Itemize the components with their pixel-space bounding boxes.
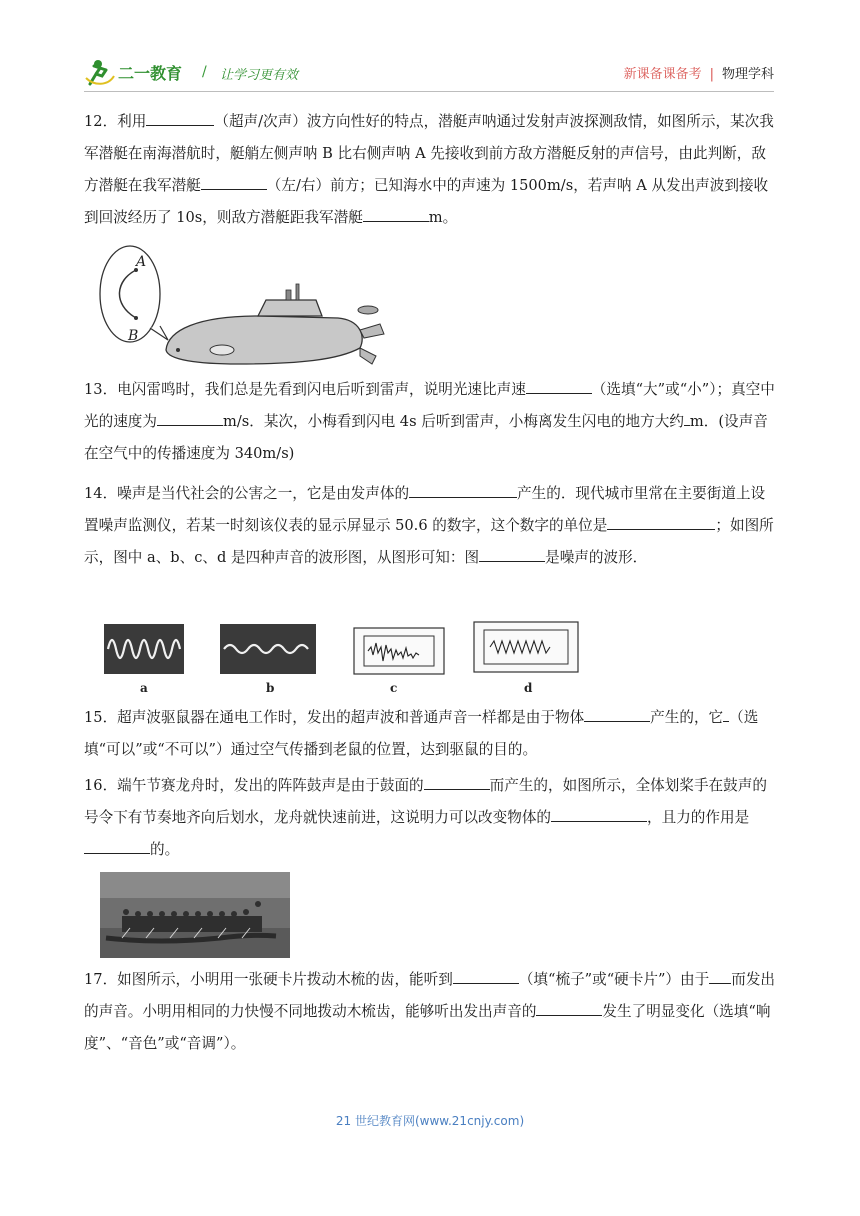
q16-text-4: 的。	[150, 841, 180, 858]
slogan-divider: /	[202, 64, 207, 80]
q12-text-3: （左/右）前方；已知海水中的声速为 1500m/s，若声呐 A 从发出声波到接收到回波经历了 10s，则敌方潜艇距我军潜艇	[84, 177, 769, 226]
q14-text-4: 是噪声的波形．	[545, 549, 648, 566]
q12-text-4: m。	[428, 209, 458, 226]
question-13	[84, 374, 776, 470]
q15-text-1: 15．超声波驱鼠器在通电工作时，发出的超声波和普通声音一样都是由于物体	[84, 709, 585, 726]
q17-blank-1[interactable]	[453, 965, 519, 984]
waveform-d-label: d	[524, 681, 533, 695]
q12-blank-1[interactable]	[146, 107, 214, 126]
waveform-c-panel	[354, 628, 444, 674]
svg-text:二一教育: 二一教育	[118, 64, 183, 83]
dragon-boat-photo	[100, 872, 290, 962]
page-footer: 21 世纪教育网(www.21cnjy.com)	[335, 1114, 525, 1128]
q13-blank-2[interactable]	[157, 407, 223, 426]
q12-text-1: 12．利用	[84, 113, 147, 130]
q14-text-3: ；如图所示，图中 a、b、c、d 是四种声音的波形图，从图形可知：图	[84, 517, 774, 566]
waveform-b-label: b	[266, 681, 275, 695]
q17-text-2: （填“梳子”或“硬卡片”）由于	[518, 971, 710, 988]
question-17	[84, 964, 776, 1060]
page-header	[84, 58, 774, 90]
q12-blank-2[interactable]	[201, 171, 267, 190]
runner-logo-icon	[84, 58, 204, 88]
header-divider	[84, 91, 774, 92]
q17-text-3: 而发出的声音。小明用相同的力快慢不同地拨动木梳齿，能够听出发出声音的	[84, 971, 776, 1020]
q14-text-1: 14．噪声是当代社会的公害之一，它是由发声体的	[84, 485, 410, 502]
submarine-diagram	[98, 244, 398, 374]
q13-text-4: m．(设声音在空气中的传播速度为 340m/s)	[84, 413, 768, 462]
dragon-boat-image	[100, 872, 290, 958]
q15-text-2: 产生的，它	[650, 709, 724, 726]
waveform-figure	[100, 618, 590, 704]
question-16	[84, 770, 776, 866]
submarine-figure	[98, 244, 398, 378]
question-14	[84, 478, 776, 574]
q16-blank-1[interactable]	[424, 771, 490, 790]
label-a: A	[136, 254, 147, 270]
waveform-c-label: c	[390, 681, 398, 695]
q17-text-4: 发生了明显变化（选填“响度”、“音色”或“音调”）。	[84, 1003, 771, 1052]
q16-text-2: 而产生的，如图所示，全体划桨手在鼓声的号令下有节奏地齐向后划水，龙舟就快速前进，这说明力可以改变物体的	[84, 777, 767, 826]
waveform-diagrams	[100, 618, 590, 700]
q17-text-1: 17．如图所示，小明用一张硬卡片拨动木梳的齿，能听到	[84, 971, 453, 988]
q13-text-3: m/s．某次，小梅看到闪电 4s 后听到雷声，小梅离发生闪电的地方大约	[222, 413, 684, 430]
q16-text-1: 16．端午节赛龙舟时，发出的阵阵鼓声是由于鼓面的	[84, 777, 424, 794]
q17-blank-2[interactable]	[709, 965, 731, 984]
q13-text-1: 13．电闪雷鸣时，我们总是先看到闪电后听到雷声，说明光速比声速	[84, 381, 526, 398]
label-b: B	[128, 328, 139, 344]
logo	[84, 58, 204, 88]
q15-blank-1[interactable]	[584, 703, 650, 722]
q17-blank-3[interactable]	[536, 997, 602, 1016]
q13-blank-1[interactable]	[526, 375, 592, 394]
q12-blank-3[interactable]	[363, 203, 429, 222]
header-separator: |	[709, 67, 714, 82]
waveform-a-label: a	[140, 681, 148, 695]
q16-blank-3[interactable]	[84, 835, 150, 854]
header-subject-label: 物理学科	[721, 67, 774, 82]
q14-text-2: 产生的．现代城市里常在主要街道上设置噪声监测仪，若某一时刻该仪表的显示屏显示 50.6 的数字，这个数字的单位是	[84, 485, 766, 534]
q12-text-2: （超声/次声）波方向性好的特点，潜艇声呐通过发射声波探测敌情，如图所示，某次我军潜艇在南海潜航时，艇艄左侧声呐 B 比右侧声呐 A 先接收到前方敌方潜艇反射的声信号，由此判断，敌方潜艇在我军潜艇	[84, 113, 774, 194]
header-course: 新课备课备考	[623, 67, 702, 82]
waveform-b-panel	[220, 624, 316, 674]
q16-text-3: ，且力的作用是	[647, 809, 750, 826]
question-12	[84, 106, 776, 234]
slogan: 让学习更有效	[220, 68, 299, 83]
q14-blank-3[interactable]	[479, 543, 545, 562]
q16-blank-2[interactable]	[551, 803, 647, 822]
q14-blank-1[interactable]	[409, 479, 517, 498]
q13-text-2: （选填“大”或“小”）；真空中光的速度为	[84, 381, 775, 430]
question-15	[84, 702, 776, 766]
q14-blank-2[interactable]	[607, 511, 715, 530]
header-subject	[624, 63, 774, 82]
q15-text-3: （选填“可以”或“不可以”）通过空气传播到老鼠的位置，达到驱鼠的目的。	[84, 709, 759, 758]
